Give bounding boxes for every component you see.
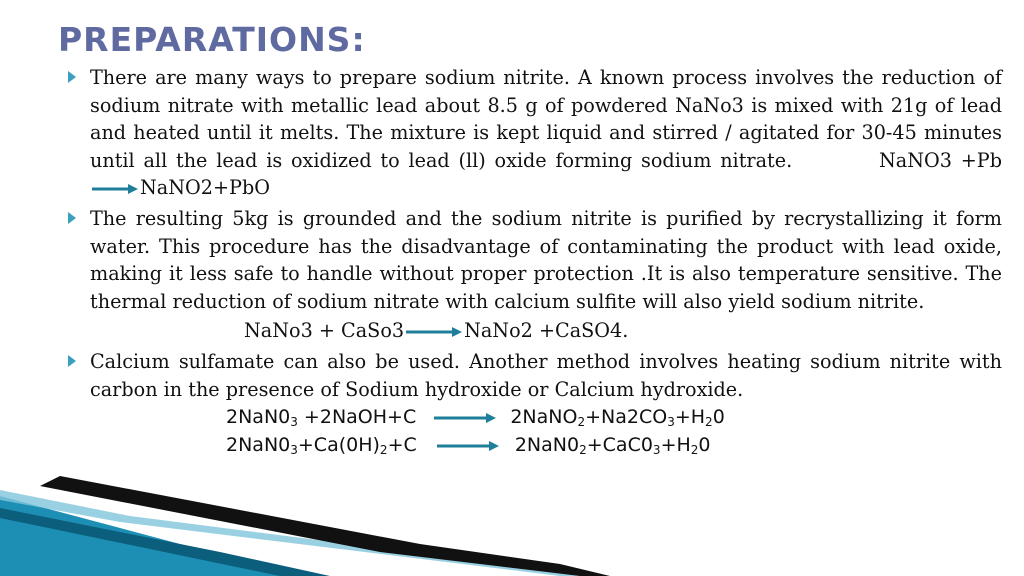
equation-lhs: NaNO3 +Pb xyxy=(878,148,1002,172)
equation-lhs: NaNo3 + CaSo3 xyxy=(244,319,405,343)
bullet-text: The resulting 5kg is grounded and the sodium nitrite is purified by recrystallizing it form water. This procedure has the disadvantage of contaminating the product with lead oxide, making it less safe to handle without proper protection .It is also temperature sensitive. The thermal reduction of sodium nitrate with calcium sulfite will also yield sodium nitrite. xyxy=(90,206,1002,313)
equation-lhs: $2NaN0_3$ +2NaOH+C xyxy=(226,406,417,430)
triangle-bullet-icon xyxy=(68,355,76,367)
bullet-paragraph xyxy=(90,348,1002,403)
equation-rhs: NaNO2+PbO xyxy=(140,176,270,200)
reaction-arrow-icon xyxy=(434,412,496,424)
equation-line xyxy=(68,431,1002,459)
decorative-stripes xyxy=(0,456,1024,576)
bullet-text: There are many ways to prepare sodium nitrite. A known process involves the reduction of sodium nitrate with metallic lead about 8.5 g of powdered NaNo3 is mixed with 21g of lead and heated until it melts. The mixture is kept liquid and stirred / agitated for 30-45 minutes until all the lead is oxidized to lead (ll) oxide forming sodium nitrate. xyxy=(90,66,1002,172)
reaction-arrow-icon xyxy=(92,183,138,195)
slide-title: PREPARATIONS: xyxy=(58,20,366,59)
equation-rhs: NaNo2 +CaSO4. xyxy=(464,319,629,343)
reaction-arrow-icon xyxy=(437,440,499,452)
bullet-item xyxy=(68,348,1002,403)
bullet-paragraph xyxy=(90,64,1002,202)
triangle-bullet-icon xyxy=(68,212,76,224)
equation-line xyxy=(68,403,1002,431)
equation-rhs: $2NaNO_2+Na2CO_3+H_20$ xyxy=(510,406,725,430)
slide-content xyxy=(68,64,1002,459)
triangle-bullet-icon xyxy=(68,71,76,83)
bullet-item xyxy=(68,64,1002,202)
reaction-arrow-icon xyxy=(406,326,462,338)
bullet-item xyxy=(68,205,1002,315)
equation-lhs: $2NaN0_3+Ca(0H)_2+C$ xyxy=(226,434,417,458)
bullet-text: Calcium sulfamate can also be used. Another method involves heating sodium nitrite with carbon in the presence of Sodium hydroxide or Calcium hydroxide. xyxy=(90,349,1002,401)
bullet-paragraph xyxy=(90,205,1002,315)
equation-line xyxy=(68,317,1002,345)
equation-rhs: $2NaN0_2+CaC0_3+H_20$ xyxy=(514,434,711,458)
